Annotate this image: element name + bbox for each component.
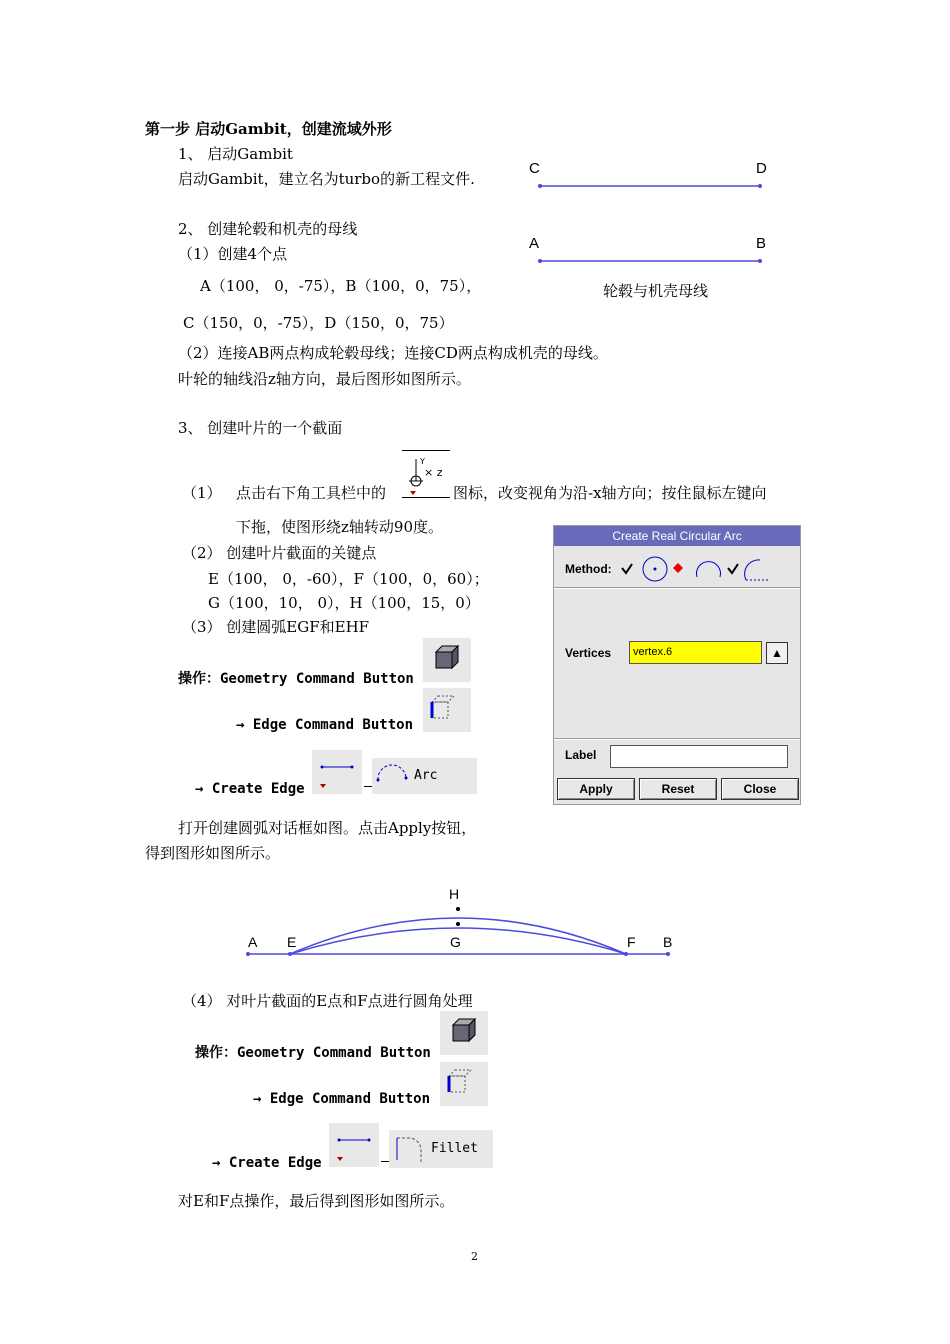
section-2-points-1: A（100， 0，-75），B（100，0，75），	[200, 277, 482, 295]
create-edge-button[interactable]	[312, 750, 362, 794]
s3-item1-post: 图标，改变视角为沿-x轴方向；按住鼠标左键向	[453, 484, 767, 502]
close-button[interactable]: Close	[721, 778, 799, 800]
fig2-label-e: E	[287, 934, 297, 950]
vertices-label: Vertices	[565, 646, 612, 660]
view-axis-icon[interactable]	[402, 450, 450, 498]
after-dialog-text-2: 得到图形如图所示。	[145, 844, 281, 862]
method-options[interactable]	[620, 550, 780, 586]
s3-item3: （3） 创建圆弧EGF和EHF	[182, 618, 370, 636]
s3-item1-num: （1）	[182, 484, 222, 502]
after-dialog-text-1: 打开创建圆弧对话框如图。点击Apply按钮，	[178, 819, 477, 837]
svg-text:Y: Y	[420, 457, 425, 466]
edge-command-button-2[interactable]	[440, 1062, 488, 1106]
s3-item2: （2） 创建叶片截面的关键点	[182, 544, 377, 562]
arc-tool-label: Arc	[414, 768, 438, 783]
s3-item1-pre: 点击右下角工具栏中的	[236, 484, 387, 502]
op2-edge: → Edge Command Button	[253, 1091, 431, 1107]
method-label: Method:	[565, 562, 612, 576]
section-1-text: 启动Gambit，建立名为turbo的新工程文件.	[178, 170, 475, 188]
fig2-label-f: F	[627, 934, 636, 950]
arc-tool-button[interactable]	[372, 758, 477, 794]
apply-button[interactable]: Apply	[557, 778, 635, 800]
op1-edge: → Edge Command Button	[236, 717, 414, 733]
section-2-title: 2、 创建轮毂和机壳的母线	[178, 220, 358, 238]
fig2-label-h: H	[449, 886, 460, 902]
create-edge-button-2[interactable]	[329, 1123, 379, 1167]
s3-item2-points-2: G（100，10， 0），H（100，15，0）	[208, 594, 480, 612]
fig1-caption: 轮毂与机壳母线	[603, 282, 709, 300]
fig2-label-g: G	[450, 934, 461, 950]
section-2-step1: （1）创建4个点	[178, 245, 288, 263]
section-2-note: 叶轮的轴线沿z轴方向，最后图形如图所示。	[178, 370, 471, 388]
section-2-points-2: C（150，0，-75），D（150，0，75）	[183, 314, 454, 332]
final-text: 对E和F点操作，最后得到图形如图所示。	[178, 1192, 455, 1210]
page-number: 2	[471, 1250, 478, 1263]
op2-label: 操作：Geometry Command Button	[195, 1045, 431, 1061]
dialog-title: Create Real Circular Arc	[554, 526, 800, 546]
op2-sep	[381, 1161, 389, 1162]
fig1-label-a: A	[529, 235, 540, 252]
fig1-label-c: C	[529, 160, 540, 177]
label-input[interactable]	[610, 745, 788, 768]
create-arc-dialog	[553, 525, 801, 805]
arrow-up-icon: ▲	[771, 646, 783, 660]
op1-sep	[364, 786, 372, 787]
fig2-arcs	[240, 880, 680, 970]
edge-command-button[interactable]	[423, 688, 471, 732]
vertices-input[interactable]: vertex.6	[629, 641, 762, 664]
section-1-title: 1、 启动Gambit	[178, 145, 293, 163]
fig1-label-d: D	[756, 160, 767, 177]
page-heading: 第一步 启动Gambit，创建流域外形	[145, 120, 392, 138]
s3-item2-points-1: E（100， 0，-60），F（100，0，60）；	[208, 570, 489, 588]
op2-create: → Create Edge	[212, 1155, 322, 1171]
fillet-tool-button[interactable]	[389, 1130, 493, 1168]
fillet-tool-label: Fillet	[431, 1141, 478, 1156]
fig1-lines	[530, 180, 770, 270]
geometry-command-button[interactable]	[423, 638, 471, 682]
fig1-label-b: B	[756, 235, 767, 252]
op1-label: 操作：Geometry Command Button	[178, 671, 414, 687]
vertices-pick-button[interactable]	[766, 642, 788, 664]
geometry-command-button-2[interactable]	[440, 1011, 488, 1055]
fig2-label-a: A	[248, 934, 258, 950]
fig2-label-b: B	[663, 934, 673, 950]
s3-item4: （4） 对叶片截面的E点和F点进行圆角处理	[182, 992, 473, 1010]
label-label: Label	[565, 748, 597, 762]
reset-button[interactable]: Reset	[639, 778, 717, 800]
s3-item1-cont: 下拖，使图形绕z轴转动90度。	[236, 518, 443, 536]
section-2-step2: （2）连接AB两点构成轮毂母线；连接CD两点构成机壳的母线。	[178, 344, 608, 362]
section-3-title: 3、 创建叶片的一个截面	[178, 419, 343, 437]
op1-create: → Create Edge	[195, 781, 305, 797]
svg-text:× z: × z	[424, 466, 443, 479]
